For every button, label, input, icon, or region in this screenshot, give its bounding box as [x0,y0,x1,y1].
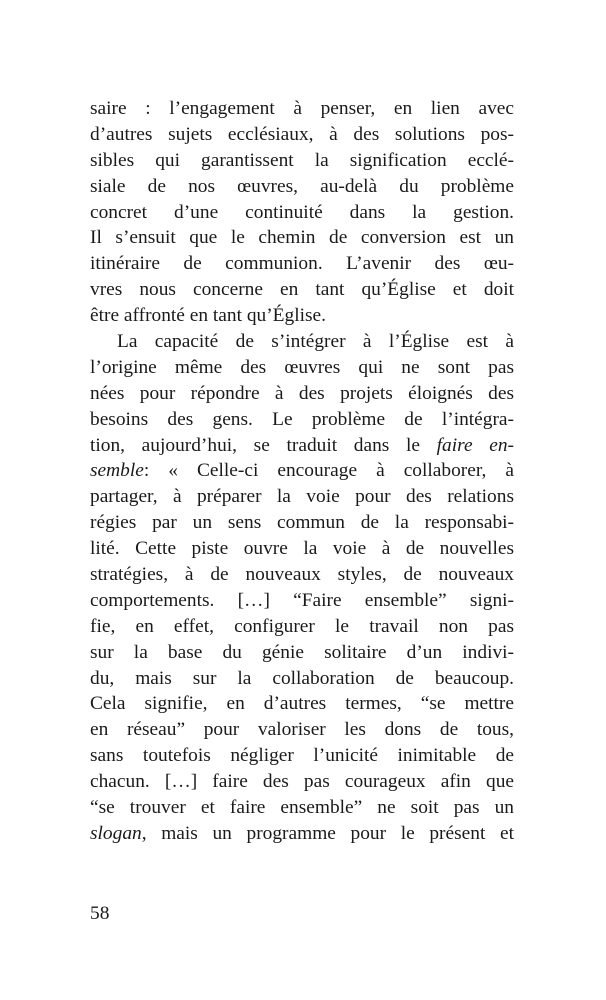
text-line: besoins des gens. Le problème de l’intégra- [90,408,514,430]
text-line: sans toutefois négliger l’unicité inimitable de [90,745,514,767]
text-line: La capacité de s’intégrer à l’Église est à [117,331,514,353]
text-line: sibles qui garantissent la signification ecclé- [90,149,514,171]
page-number: 58 [90,903,110,924]
text-line: fie, en effet, configurer le travail non pas [90,615,514,637]
text-line: du, mais sur la collaboration de beaucoup. [90,667,514,689]
text-line: chacun. […] faire des pas courageux afin que [90,771,514,793]
text-line: sur la base du génie solitaire d’un indivi- [90,641,514,663]
text-line: Il s’ensuit que le chemin de conversion est un [90,227,514,249]
text-block [90,96,514,847]
text-line: lité. Cette piste ouvre la voie à de nouvelles [90,538,514,560]
text-line: d’autres sujets ecclésiaux, à des solutions pos- [90,123,514,145]
text-line: en réseau” pour valoriser les dons de tous, [90,719,514,741]
text-line: stratégies, à de nouveaux styles, de nouveaux [90,564,514,586]
text-line: partager, à préparer la voie pour des relations [90,486,514,508]
text-line: Cela signifie, en d’autres termes, “se mettre [90,693,514,715]
text-line: nées pour répondre à des projets éloignés des [90,382,514,404]
text-line: slogan, mais un programme pour le présent et [90,822,514,844]
text-line: tion, aujourd’hui, se traduit dans le faire en- [90,434,514,456]
text-line: “se trouver et faire ensemble” ne soit pas un [90,797,514,819]
text-line: vres nous concerne en tant qu’Église et doit [90,279,514,301]
text-line: saire : l’engagement à penser, en lien avec [90,98,514,119]
text-line: comportements. […] “Faire ensemble” signi- [90,589,514,611]
text-line: concret d’une continuité dans la gestion. [90,201,514,223]
text-line: être affronté en tant qu’Église. [90,305,327,327]
page-body [90,96,514,847]
text-line: semble: « Celle-ci encourage à collaborer, à [90,460,514,482]
text-line: siale de nos œuvres, au-delà du problème [90,175,514,197]
text-line: l’origine même des œuvres qui ne sont pas [90,356,514,378]
text-line: itinéraire de communion. L’avenir des œu- [90,253,514,275]
text-line: régies par un sens commun de la responsabi- [90,512,514,534]
